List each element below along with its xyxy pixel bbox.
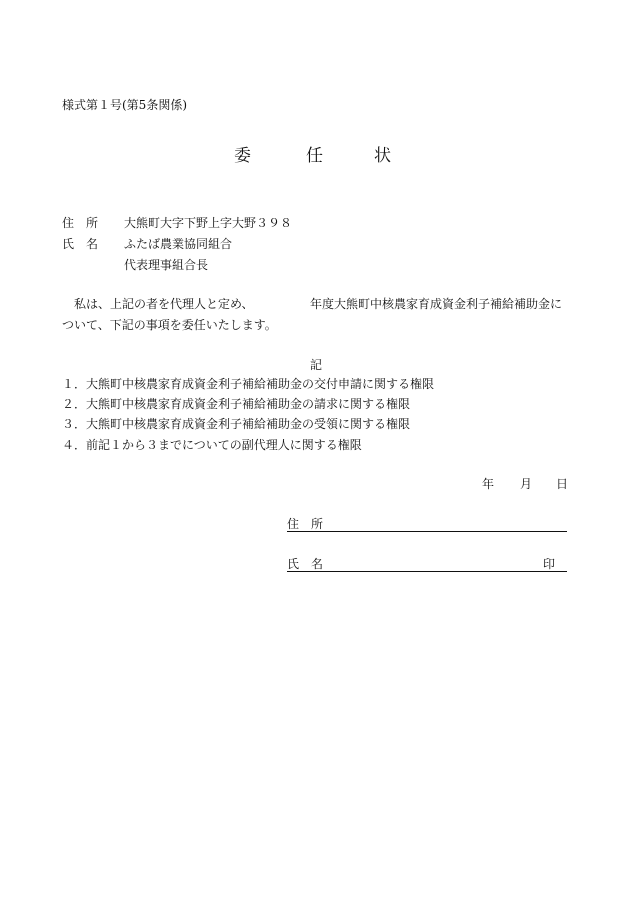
item-4: ４．前記１から３までについての副代理人に関する権限 xyxy=(62,438,362,452)
signature-name-label: 氏 名 xyxy=(287,557,324,571)
agent-address-value: 大熊町大字下野上字大野３９８ xyxy=(124,216,293,230)
item-1: １．大熊町中核農家育成資金利子補給補助金の交付申請に関する権限 xyxy=(62,377,435,391)
signature-address-line xyxy=(287,531,567,532)
item-2: ２．大熊町中核農家育成資金利子補給補助金の請求に関する権限 xyxy=(62,397,411,411)
agent-name-line2: 代表理事組合長 xyxy=(124,258,209,272)
seal-mark: 印 xyxy=(543,557,556,571)
title-char-2: 任 xyxy=(306,146,323,166)
signature-address-label: 住 所 xyxy=(287,517,324,531)
body-line2: ついて、下記の事項を委任いたします。 xyxy=(62,318,277,332)
body-line1-part1: 私は、上記の者を代理人と定め、 xyxy=(74,297,254,311)
signature-name-line xyxy=(287,571,567,572)
body-line1-part2: 年度大熊町中核農家育成資金利子補給補助金に xyxy=(310,297,563,311)
ki-heading: 記 xyxy=(310,358,323,372)
agent-name-line1: ふたば農業協同組合 xyxy=(124,237,233,251)
agent-name-label: 氏 名 xyxy=(62,237,99,251)
form-number: 様式第１号(第5条関係) xyxy=(62,98,187,112)
date-year: 年 xyxy=(482,477,495,491)
date-month: 月 xyxy=(520,477,533,491)
date-day: 日 xyxy=(556,477,569,491)
item-3: ３．大熊町中核農家育成資金利子補給補助金の受領に関する権限 xyxy=(62,417,411,431)
agent-address-label: 住 所 xyxy=(62,216,99,230)
title-char-1: 委 xyxy=(234,146,251,166)
title-char-3: 状 xyxy=(374,146,391,166)
